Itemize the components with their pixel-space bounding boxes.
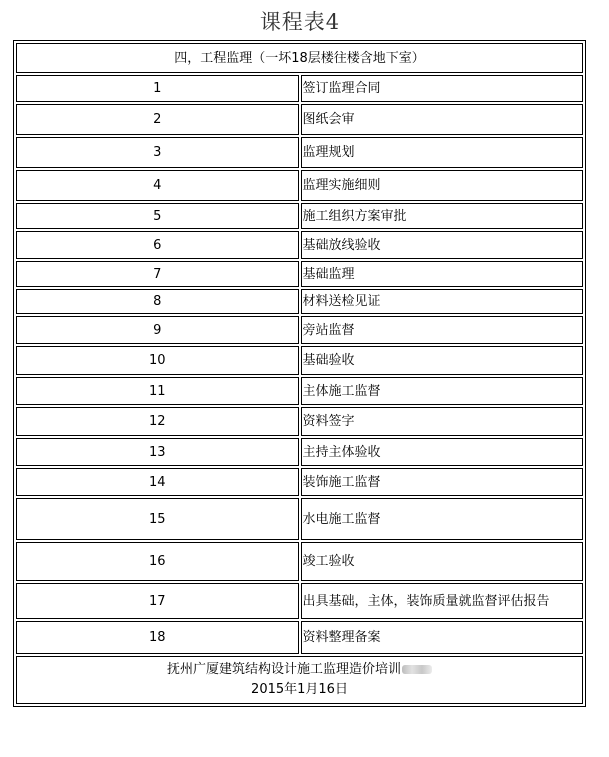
table-row <box>16 346 583 375</box>
table-row <box>16 583 583 619</box>
section-header-row <box>16 43 583 73</box>
footer-organization: 抚州广厦建筑结构设计施工监理造价培训 <box>166 662 401 677</box>
row-number: 11 <box>16 377 299 405</box>
task-label: 监理规划 <box>301 137 584 168</box>
row-number: 4 <box>16 170 299 201</box>
row-number: 6 <box>16 231 299 259</box>
row-number: 10 <box>16 346 299 375</box>
task-label: 施工组织方案审批 <box>301 203 584 229</box>
footer-row <box>16 656 583 704</box>
task-label: 旁站监督 <box>301 316 584 344</box>
table-row <box>16 261 583 287</box>
row-number: 5 <box>16 203 299 229</box>
task-label: 装饰施工监督 <box>301 468 584 496</box>
task-label: 监理实施细则 <box>301 170 584 201</box>
page-title: 课程表4 <box>259 10 341 34</box>
row-number: 16 <box>16 542 299 581</box>
table-row <box>16 621 583 654</box>
row-number: 13 <box>16 438 299 466</box>
table-row <box>16 75 583 102</box>
table-row <box>16 542 583 581</box>
table-row <box>16 104 583 135</box>
table-row <box>16 438 583 466</box>
blurred-text <box>402 665 432 674</box>
task-label: 材料送检见证 <box>301 289 584 314</box>
course-schedule-table <box>13 40 586 707</box>
task-label: 主持主体验收 <box>301 438 584 466</box>
row-number: 14 <box>16 468 299 496</box>
row-number: 2 <box>16 104 299 135</box>
row-number: 3 <box>16 137 299 168</box>
footer-line <box>17 660 582 680</box>
footer-date: 2015年1月16日 <box>251 682 348 697</box>
table-row <box>16 498 583 540</box>
task-label: 基础监理 <box>301 261 584 287</box>
task-label: 水电施工监督 <box>301 498 584 540</box>
task-label: 主体施工监督 <box>301 377 584 405</box>
table-row <box>16 231 583 259</box>
table-row <box>16 137 583 168</box>
row-number: 7 <box>16 261 299 287</box>
row-number: 15 <box>16 498 299 540</box>
task-label: 竣工验收 <box>301 542 584 581</box>
row-number: 9 <box>16 316 299 344</box>
table-row <box>16 170 583 201</box>
table-row <box>16 377 583 405</box>
row-number: 12 <box>16 407 299 436</box>
table-row <box>16 203 583 229</box>
task-label: 基础验收 <box>301 346 584 375</box>
row-number: 1 <box>16 75 299 102</box>
task-label: 资料签字 <box>301 407 584 436</box>
task-label: 资料整理备案 <box>301 621 584 654</box>
row-number: 8 <box>16 289 299 314</box>
table-row <box>16 316 583 344</box>
row-number: 18 <box>16 621 299 654</box>
task-label: 基础放线验收 <box>301 231 584 259</box>
task-label: 签订监理合同 <box>301 75 584 102</box>
footer-cell <box>16 656 583 704</box>
task-label: 出具基础，主体，装饰质量就监督评估报告 <box>301 583 584 619</box>
section-header: 四，工程监理（一坏18层楼往楼含地下室） <box>16 43 583 73</box>
table-row <box>16 289 583 314</box>
table-row <box>16 407 583 436</box>
table-row <box>16 468 583 496</box>
task-label: 图纸会审 <box>301 104 584 135</box>
row-number: 17 <box>16 583 299 619</box>
